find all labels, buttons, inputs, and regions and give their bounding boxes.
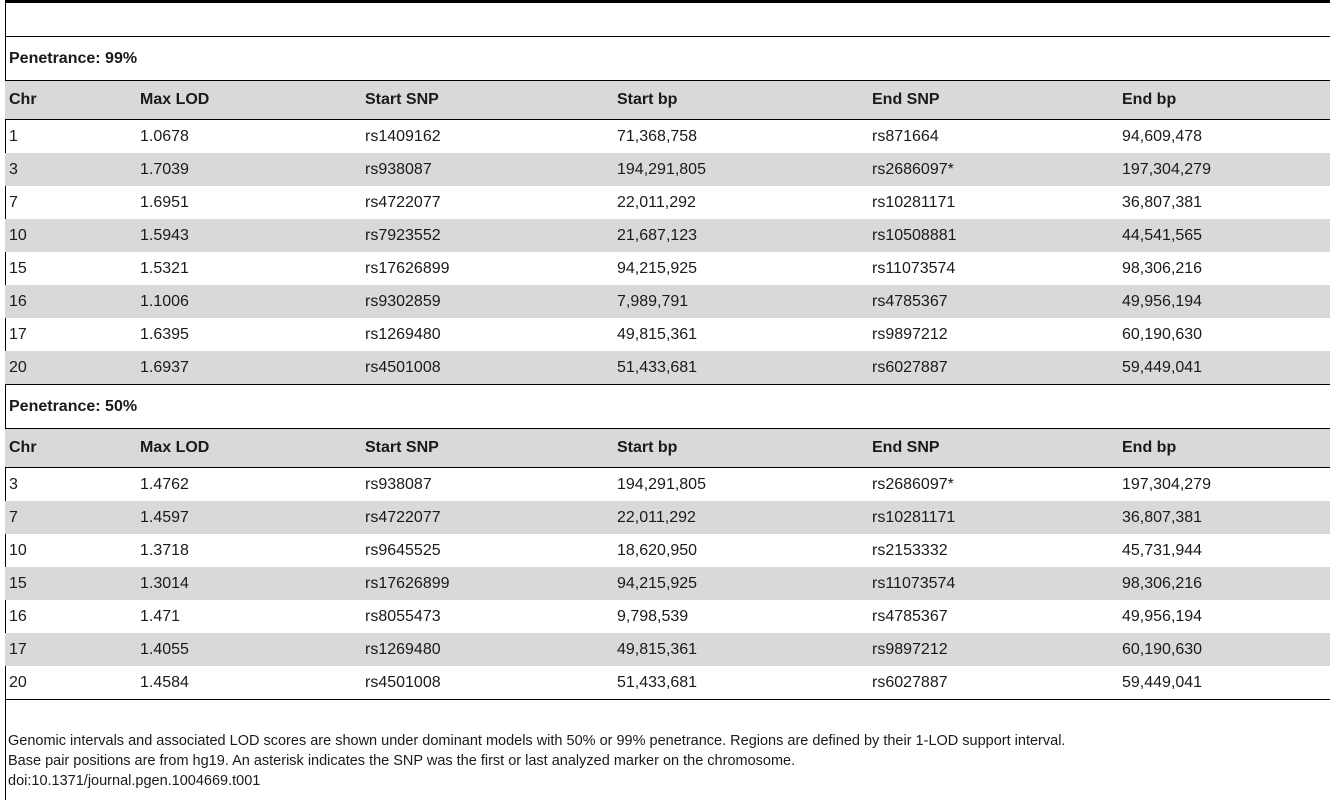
column-header: Chr — [5, 81, 136, 120]
section-header — [5, 37, 1330, 81]
table-cell: 17 — [5, 633, 136, 666]
table-cell: rs8055473 — [365, 607, 441, 625]
table-cell: 49,956,194 — [1122, 607, 1203, 625]
table-cell: 1.5943 — [136, 219, 361, 252]
table-cell: 49,815,361 — [617, 325, 698, 343]
table-cell: 21,687,123 — [613, 219, 868, 252]
table-cell: rs938087 — [361, 153, 613, 186]
table-cell: 20 — [5, 666, 136, 700]
column-header: Start bp — [613, 429, 868, 468]
table-cell: rs7923552 — [361, 219, 613, 252]
table-cell: rs6027887 — [868, 351, 1118, 385]
table-cell: 10 — [5, 219, 136, 252]
column-header: Start SNP — [361, 429, 613, 468]
table-row — [5, 633, 1330, 666]
table-cell: rs1409162 — [365, 127, 441, 145]
table-cell: 16 — [9, 607, 27, 625]
table-footnote — [8, 731, 1330, 791]
table-cell: rs938087 — [365, 475, 432, 493]
table-cell: rs4501008 — [361, 666, 613, 700]
table-cell: 94,215,925 — [617, 259, 698, 277]
table-cell: rs4785367 — [872, 607, 948, 625]
footnote-doi: doi:10.1371/journal.pgen.1004669.t001 — [8, 773, 261, 789]
table-cell: 1.4584 — [136, 666, 361, 700]
table-cell: 1.4597 — [136, 501, 361, 534]
table-cell: 36,807,381 — [1118, 501, 1330, 534]
table-cell: 3 — [5, 153, 136, 186]
table-cell: 45,731,944 — [1122, 541, 1203, 559]
table-cell: 1.6951 — [140, 193, 189, 211]
table-cell: 60,190,630 — [1118, 633, 1330, 666]
table-cell: 44,541,565 — [1118, 219, 1330, 252]
table-row — [5, 285, 1330, 318]
table-cell: 18,620,950 — [617, 541, 698, 559]
table-cell: 71,368,758 — [617, 127, 698, 145]
table-cell: 51,433,681 — [613, 666, 868, 700]
table-cell: 49,815,361 — [613, 633, 868, 666]
table-cell: 1 — [9, 127, 18, 145]
table-cell: rs9897212 — [868, 633, 1118, 666]
table-cell: 94,609,478 — [1122, 127, 1203, 145]
table-row — [5, 153, 1330, 186]
table-cell: rs4722077 — [361, 501, 613, 534]
section-title: Penetrance: 50% — [5, 385, 1330, 429]
table-cell: rs871664 — [872, 127, 939, 145]
table-row — [5, 351, 1330, 385]
column-header: Chr — [5, 429, 136, 468]
table-cell: 1.0678 — [140, 127, 189, 145]
table-cell: 15 — [5, 567, 136, 600]
table-cell: 7 — [9, 193, 18, 211]
column-header: Max LOD — [136, 81, 361, 120]
table-cell: 7 — [5, 501, 136, 534]
column-header: End SNP — [868, 429, 1118, 468]
section-header — [5, 385, 1330, 429]
section-title: Penetrance: 99% — [5, 37, 1330, 81]
table-cell: rs9897212 — [872, 325, 948, 343]
table-cell: 1.5321 — [140, 259, 189, 277]
table-cell: 194,291,805 — [617, 475, 706, 493]
table-cell: 1.4055 — [136, 633, 361, 666]
table-cell: rs17626899 — [365, 259, 450, 277]
table-row — [5, 468, 1330, 502]
table-cell: rs4501008 — [361, 351, 613, 385]
table-cell: 98,306,216 — [1118, 567, 1330, 600]
table-cell: 1.471 — [140, 607, 181, 625]
table-cell: rs11073574 — [868, 567, 1118, 600]
table-cell: rs2686097* — [868, 153, 1118, 186]
table-cell: 22,011,292 — [617, 193, 696, 211]
table-row — [5, 120, 1330, 154]
table-body — [5, 37, 1330, 700]
table-row — [5, 567, 1330, 600]
table-cell: rs2686097* — [872, 475, 954, 493]
table-cell: 1.3014 — [136, 567, 361, 600]
table-row — [5, 666, 1330, 700]
table-cell: 17 — [9, 325, 27, 343]
table-cell: rs6027887 — [868, 666, 1118, 700]
table-cell: 16 — [5, 285, 136, 318]
table-cell: 36,807,381 — [1122, 193, 1203, 211]
table-cell: 49,956,194 — [1118, 285, 1330, 318]
table-cell: 98,306,216 — [1122, 259, 1203, 277]
column-header: End SNP — [868, 81, 1118, 120]
column-header: Max LOD — [136, 429, 361, 468]
column-header-row — [5, 429, 1330, 468]
table-row — [5, 252, 1330, 285]
table-cell: rs2153332 — [872, 541, 948, 559]
table-cell: 60,190,630 — [1122, 325, 1203, 343]
table-cell: 1.6937 — [136, 351, 361, 385]
table-cell: 15 — [9, 259, 27, 277]
table-cell: rs4722077 — [365, 193, 441, 211]
table-cell: rs9302859 — [361, 285, 613, 318]
table-row — [5, 219, 1330, 252]
table-caption-row — [5, 3, 1330, 37]
lod-intervals-table — [5, 37, 1330, 700]
column-header: Start bp — [613, 81, 868, 120]
table-cell: 20 — [5, 351, 136, 385]
table-row — [5, 318, 1330, 351]
table-row — [5, 501, 1330, 534]
table-cell: rs10281171 — [872, 193, 956, 211]
column-header: End bp — [1118, 429, 1330, 468]
table-cell: 59,449,041 — [1118, 351, 1330, 385]
table-cell: rs9645525 — [365, 541, 441, 559]
footnote-line-2: Base pair positions are from hg19. An asterisk indicates the SNP was the first or last analyzed marker on the chromosome. — [8, 753, 796, 769]
table-cell: rs10281171 — [868, 501, 1118, 534]
table-cell: 194,291,805 — [613, 153, 868, 186]
table-cell: 7,989,791 — [613, 285, 868, 318]
table-cell: 9,798,539 — [617, 607, 689, 625]
table-cell: rs17626899 — [361, 567, 613, 600]
table-cell: 94,215,925 — [613, 567, 868, 600]
table-row — [5, 534, 1330, 567]
column-header: Start SNP — [361, 81, 613, 120]
table-cell: 51,433,681 — [613, 351, 868, 385]
table-cell: 1.4762 — [140, 475, 189, 493]
table-cell: rs4785367 — [868, 285, 1118, 318]
table-cell: rs10508881 — [868, 219, 1118, 252]
table-cell: rs1269480 — [361, 633, 613, 666]
table-row — [5, 186, 1330, 219]
table-cell: 1.6395 — [140, 325, 189, 343]
footnote-line-1: Genomic intervals and associated LOD scores are shown under dominant models with 50% or 99% penetrance. Regions are defined by their 1-LOD support interval. — [8, 733, 1066, 749]
table-cell: 1.7039 — [136, 153, 361, 186]
table-cell: 1.1006 — [136, 285, 361, 318]
table-cell: 59,449,041 — [1118, 666, 1330, 700]
table-cell: 197,304,279 — [1118, 153, 1330, 186]
table-cell: 10 — [9, 541, 27, 559]
column-header: End bp — [1118, 81, 1330, 120]
table-cell: rs1269480 — [365, 325, 441, 343]
table-cell: 22,011,292 — [613, 501, 868, 534]
table-cell: 1.3718 — [140, 541, 189, 559]
table-cell: 197,304,279 — [1122, 475, 1211, 493]
table-cell: rs11073574 — [872, 259, 956, 277]
table-row — [5, 600, 1330, 633]
column-header-row — [5, 81, 1330, 120]
table-cell: 3 — [9, 475, 18, 493]
